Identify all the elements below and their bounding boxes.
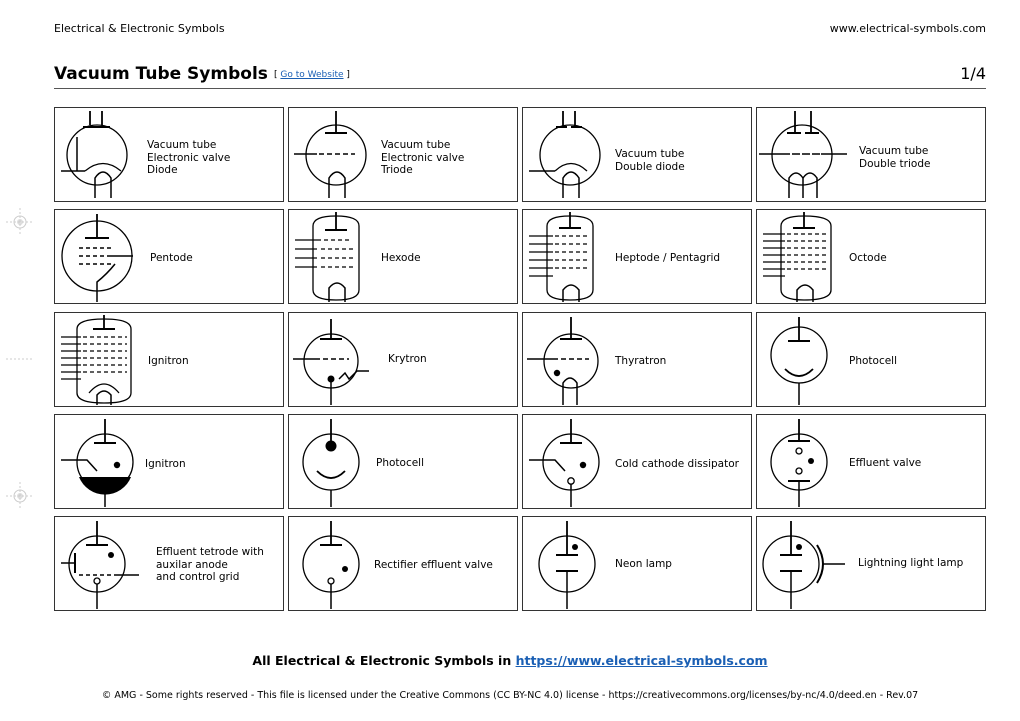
diode-tube-icon: [55, 108, 145, 203]
footer-license: © AMG - Some rights reserved - This file is licensed under the Creative Commons (CC BY-NC 4.0) license - https://creativecommons.org/licenses/by-nc/4.0/deed.en - Rev.07: [101, 690, 919, 701]
symbol-cell: [522, 312, 752, 407]
ignitron-grid-tube-icon: [55, 313, 145, 408]
symbol-cell: [288, 209, 518, 304]
symbol-label: Electronic valve: [381, 151, 465, 164]
symbol-label: Rectifier effluent valve: [374, 559, 493, 571]
rectifier-effluent-valve-icon: [289, 517, 379, 612]
symbol-cell: [288, 414, 518, 509]
symbol-label: Electronic valve: [147, 151, 231, 164]
symbol-label: Ignitron: [148, 355, 189, 367]
symbol-cell: [756, 107, 986, 202]
symbol-cell: [756, 516, 986, 611]
symbol-cell: [756, 209, 986, 304]
krytron-tube-icon: [289, 313, 379, 408]
symbol-grid: [54, 107, 986, 612]
symbol-cell: [54, 107, 284, 202]
symbol-label: Vacuum tube: [615, 148, 685, 160]
symbol-cell: [522, 516, 752, 611]
double-triode-tube-icon: [757, 108, 847, 203]
go-to-website-link[interactable]: Go to Website: [280, 70, 344, 80]
symbol-label: Neon lamp: [615, 558, 672, 570]
symbol-label: Double diode: [615, 160, 685, 173]
photocell-tube-icon: [757, 313, 847, 408]
lightning-light-lamp-icon: [757, 517, 847, 612]
footer-all-symbols: [0, 653, 1020, 668]
symbol-label: Ignitron: [145, 458, 186, 470]
go-to-website: [ Go to Website ]: [274, 70, 350, 80]
dotted-mark-icon: [6, 355, 36, 363]
symbol-label: Krytron: [388, 353, 427, 365]
symbol-label: and control grid: [156, 571, 240, 583]
effluent-valve-icon: [757, 415, 847, 510]
crosshair-icon: [6, 482, 36, 512]
header-website: www.electrical-symbols.com: [829, 22, 986, 35]
symbol-cell: [522, 414, 752, 509]
symbol-label: Diode: [147, 164, 178, 176]
heptode-tube-icon: [523, 210, 613, 305]
cold-cathode-tube-icon: [523, 415, 613, 510]
page-number: 1/4: [960, 64, 986, 83]
neon-lamp-icon: [523, 517, 613, 612]
symbol-cell: [756, 312, 986, 407]
symbol-label: Pentode: [150, 252, 193, 264]
symbol-cell: [288, 516, 518, 611]
symbol-label: Double triode: [859, 157, 931, 170]
symbol-label: Lightning light lamp: [858, 557, 964, 569]
symbol-label: Cold cathode dissipator: [615, 458, 739, 470]
symbol-cell: [522, 209, 752, 304]
hexode-tube-icon: [289, 210, 379, 305]
octode-tube-icon: [757, 210, 847, 305]
symbol-cell: [288, 107, 518, 202]
symbol-cell: [756, 414, 986, 509]
symbol-cell: [288, 312, 518, 407]
thyratron-tube-icon: [523, 313, 613, 408]
symbol-cell: [54, 414, 284, 509]
triode-tube-icon: [289, 108, 379, 203]
footer-prefix: All Electrical & Electronic Symbols in: [252, 653, 516, 668]
symbol-label: Photocell: [376, 457, 425, 469]
symbol-label: Octode: [849, 252, 887, 264]
symbol-label: Vacuum tube: [147, 139, 217, 151]
pentode-tube-icon: [55, 210, 145, 305]
symbol-label: Thyratron: [615, 355, 667, 367]
symbol-cell: [522, 107, 752, 202]
symbol-cell: [54, 312, 284, 407]
title-row: [54, 64, 986, 89]
symbol-cell: [54, 516, 284, 611]
symbol-label: auxilar anode: [156, 558, 228, 571]
footer-website-link[interactable]: https://www.electrical-symbols.com: [515, 653, 768, 668]
ignitron-mercury-tube-icon: [55, 415, 145, 510]
photocell-dot-tube-icon: [289, 415, 379, 510]
symbol-label: Effluent valve: [849, 457, 922, 469]
symbol-label: Photocell: [849, 355, 898, 367]
effluent-tetrode-icon: [55, 517, 145, 612]
symbol-label: Triode: [381, 164, 413, 176]
symbol-label: Heptode / Pentagrid: [615, 252, 721, 264]
symbol-label: Effluent tetrode with: [156, 546, 264, 558]
symbol-label: Vacuum tube: [859, 145, 929, 157]
symbol-cell: [54, 209, 284, 304]
symbol-label: Hexode: [381, 252, 421, 264]
header-site-name: Electrical & Electronic Symbols: [54, 22, 225, 35]
crosshair-icon: [6, 208, 36, 238]
double-diode-tube-icon: [523, 108, 613, 203]
page-title: Vacuum Tube Symbols: [54, 64, 268, 84]
symbol-label: Vacuum tube: [381, 139, 451, 151]
